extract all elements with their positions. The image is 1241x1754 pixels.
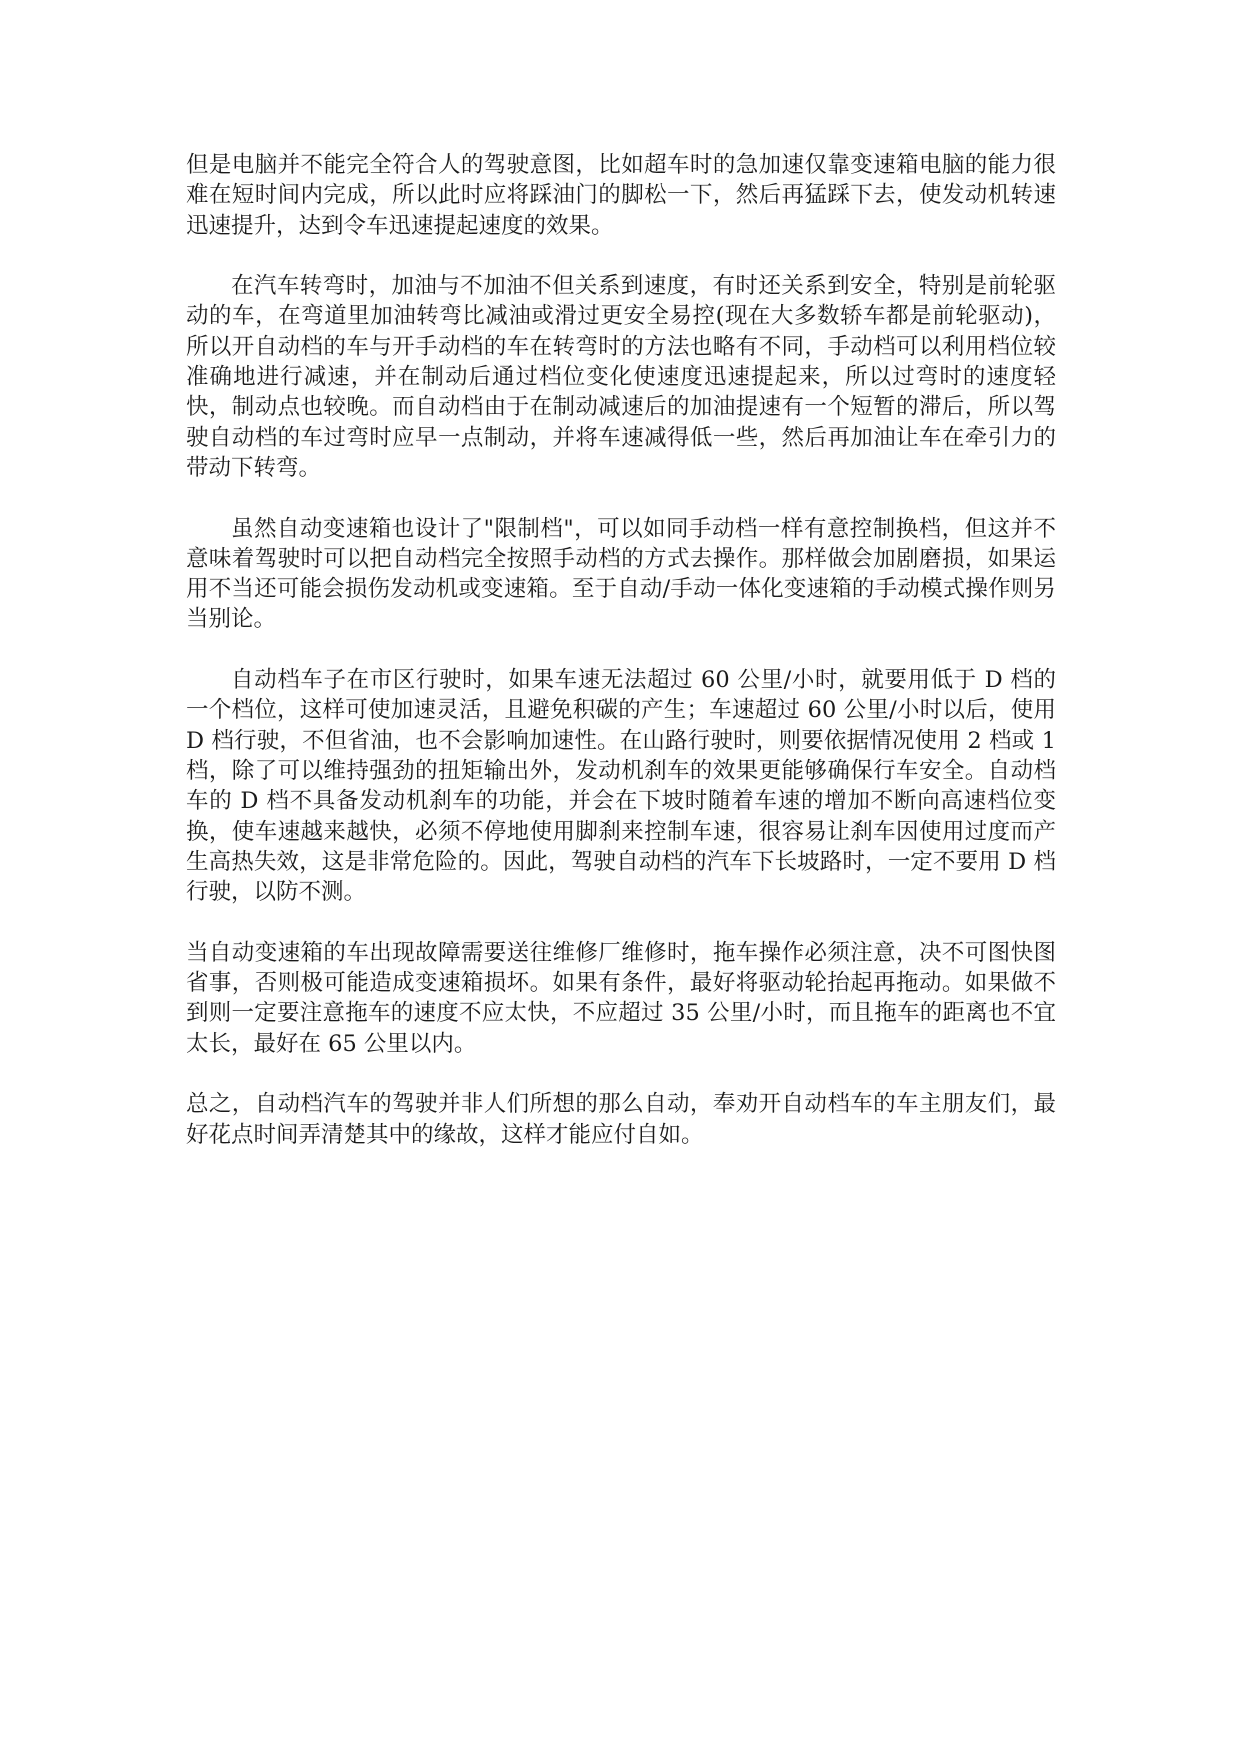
document-body (186, 150, 1056, 1180)
paragraph-3: 虽然自动变速箱也设计了"限制档"，可以如同手动档一样有意控制换档，但这并不意味着驾驶时可以把自动档完全按照手动档的方式去操作。那样做会加剧磨损，如果运用不当还可能会损伤发动机或变速箱。至于自动/手动一体化变速箱的手动模式操作则另当别论。 (186, 515, 1056, 633)
paragraph-4: 自动档车子在市区行驶时，如果车速无法超过 60 公里/小时，就要用低于 D 档的一个档位，这样可使加速灵活，且避免积碳的产生；车速超过 60 公里/小时以后，使用 D 档行驶，不但省油，也不会影响加速性。在山路行驶时，则要依据情况使用 2 档或 1 档，除了可以维持强劲的扭矩输出外，发动机刹车的效果更能够确保行车安全。自动档车的 D 档不具备发动机刹车的功能，并会在下坡时随着车速的增加不断向高速档位变换，使车速越来越快，必须不停地使用脚刹来控制车速，很容易让刹车因使用过度而产生高热失效，这是非常危险的。因此，驾驶自动档的汽车下长坡路时，一定不要用 D 档行驶，以防不测。 (186, 667, 1056, 906)
paragraph-2: 在汽车转弯时，加油与不加油不但关系到速度，有时还关系到安全，特别是前轮驱动的车，在弯道里加油转弯比减油或滑过更安全易控(现在大多数轿车都是前轮驱动)，所以开自动档的车与开手动档的车在转弯时的方法也略有不同，手动档可以利用档位较准确地进行减速，并在制动后通过档位变化使速度迅速提起来，所以过弯时的速度轻快，制动点也较晚。而自动档由于在制动减速后的加油提速有一个短暂的滞后，所以驾驶自动档的车过弯时应早一点制动，并将车速减得低一些，然后再加油让车在牵引力的带动下转弯。 (186, 273, 1056, 481)
paragraph-5: 当自动变速箱的车出现故障需要送往维修厂维修时，拖车操作必须注意，决不可图快图省事，否则极可能造成变速箱损坏。如果有条件，最好将驱动轮抬起再拖动。如果做不到则一定要注意拖车的速度不应太快，不应超过 35 公里/小时，而且拖车的距离也不宜太长，最好在 65 公里以内。 (186, 939, 1056, 1057)
paragraph-6: 总之，自动档汽车的驾驶并非人们所想的那么自动，奉劝开自动档车的车主朋友们，最好花点时间弄清楚其中的缘故，这样才能应付自如。 (186, 1091, 1056, 1148)
paragraph-1: 但是电脑并不能完全符合人的驾驶意图，比如超车时的急加速仅靠变速箱电脑的能力很难在短时间内完成，所以此时应将踩油门的脚松一下，然后再猛踩下去，使发动机转速迅速提升，达到令车迅速提起速度的效果。 (186, 152, 1056, 239)
